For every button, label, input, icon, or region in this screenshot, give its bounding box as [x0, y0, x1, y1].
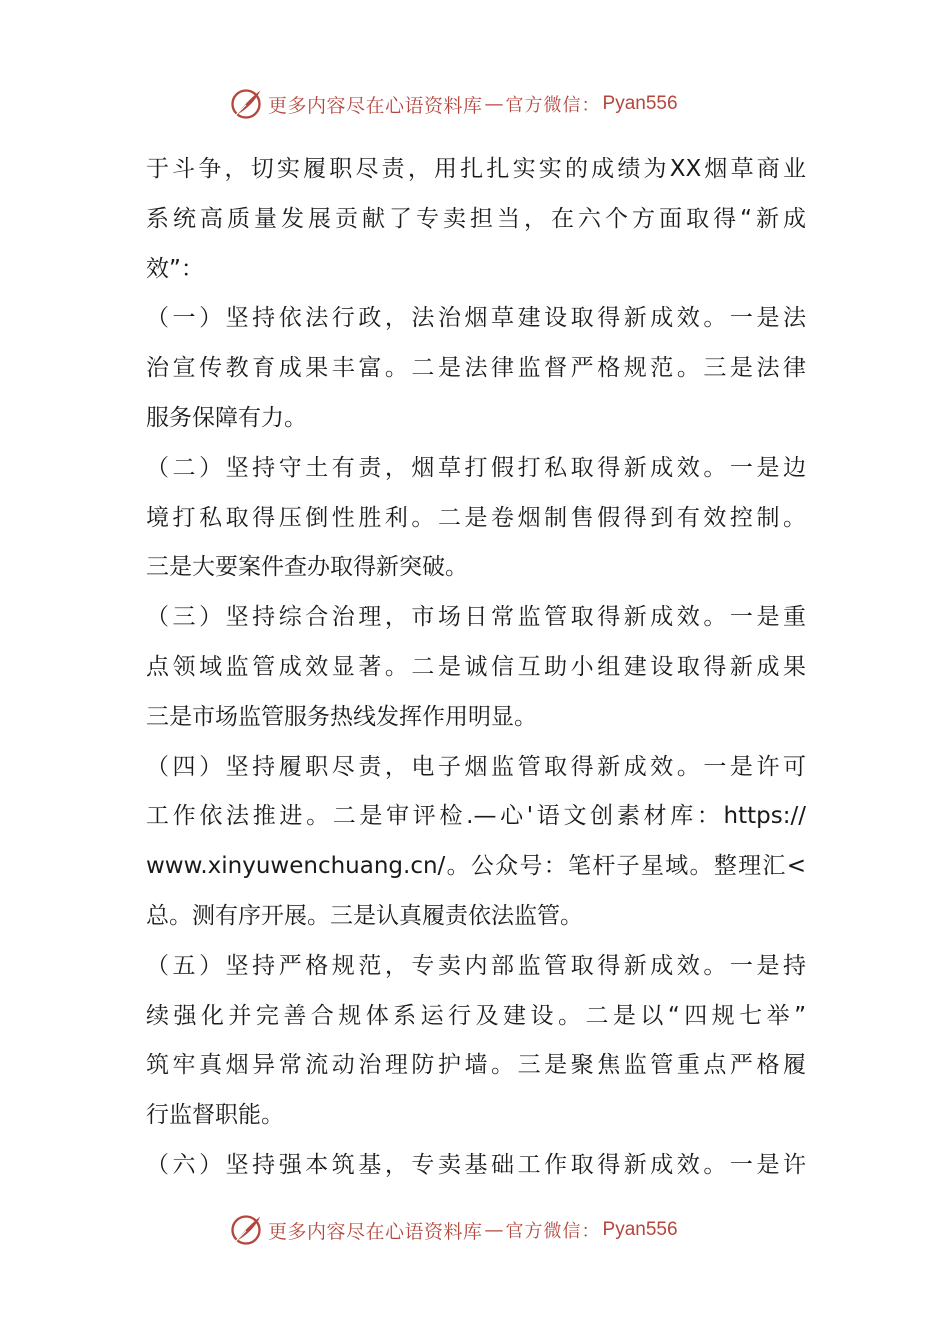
banner-slogan: 更多内容尽在心语资料库	[268, 1220, 483, 1243]
body-line: （三）坚持综合治理，市场日常监管取得新成效。一是重	[146, 604, 806, 631]
body-line: 行监督职能。	[146, 1102, 284, 1129]
banner-slogan: 更多内容尽在心语资料库	[268, 94, 483, 117]
body-line: （五）坚持严格规范，专卖内部监管取得新成效。一是持	[146, 952, 806, 979]
quill-logo-icon	[228, 1212, 264, 1248]
header-banner	[228, 84, 728, 124]
body-line: 筑牢真烟异常流动治理防护墙。三是聚焦监管重点严格履	[146, 1052, 806, 1079]
banner-wechat-id: Pyan556	[602, 93, 678, 114]
body-line: （一）坚持依法行政，法治烟草建设取得新成效。一是法	[146, 305, 806, 332]
banner-wechat-id: Pyan556	[602, 1219, 678, 1240]
body-line: 系统高质量发展贡献了专卖担当，在六个方面取得“新成	[146, 205, 806, 232]
body-line: （四）坚持履职尽责，电子烟监管取得新成效。一是许可	[146, 753, 806, 780]
banner-wechat-label: 官方微信：	[505, 1221, 601, 1242]
body-line: 三是市场监管服务热线发挥作用明显。	[146, 703, 537, 730]
body-line: 点领域监管成效显著。二是诚信互助小组建设取得新成果	[146, 653, 806, 680]
body-line: 续强化并完善合规体系运行及建设。二是以“四规七举”	[146, 1002, 806, 1029]
body-line: 三是大要案件查办取得新突破。	[146, 554, 468, 581]
document-body	[146, 145, 806, 1191]
quill-logo-icon	[228, 86, 264, 122]
body-line: （二）坚持守土有责，烟草打假打私取得新成效。一是边	[146, 454, 806, 481]
footer-banner	[228, 1210, 728, 1250]
body-line: 于斗争，切实履职尽责，用扎扎实实的成绩为XX烟草商业	[146, 156, 806, 182]
body-line: 效”：	[146, 255, 204, 282]
body-line: www.xinyuwenchuang.cn/。公众号：笔杆子星域。整理汇<	[146, 853, 806, 880]
body-line: 总。测有序开展。三是认真履责依法监管。	[146, 902, 583, 929]
body-line: 治宣传教育成果丰富。二是法律监督严格规范。三是法律	[146, 355, 806, 382]
body-line: 境打私取得压倒性胜利。二是卷烟制售假得到有效控制。	[146, 504, 806, 531]
banner-dash: —	[484, 93, 504, 115]
body-line: 服务保障有力。	[146, 404, 307, 431]
body-line: （六）坚持强本筑基，专卖基础工作取得新成效。一是许	[146, 1151, 806, 1178]
banner-wechat-label: 官方微信：	[505, 95, 601, 116]
banner-dash: —	[484, 1219, 504, 1241]
body-line: 工作依法推进。二是审评检.—心'语文创素材库：https://	[146, 803, 806, 830]
